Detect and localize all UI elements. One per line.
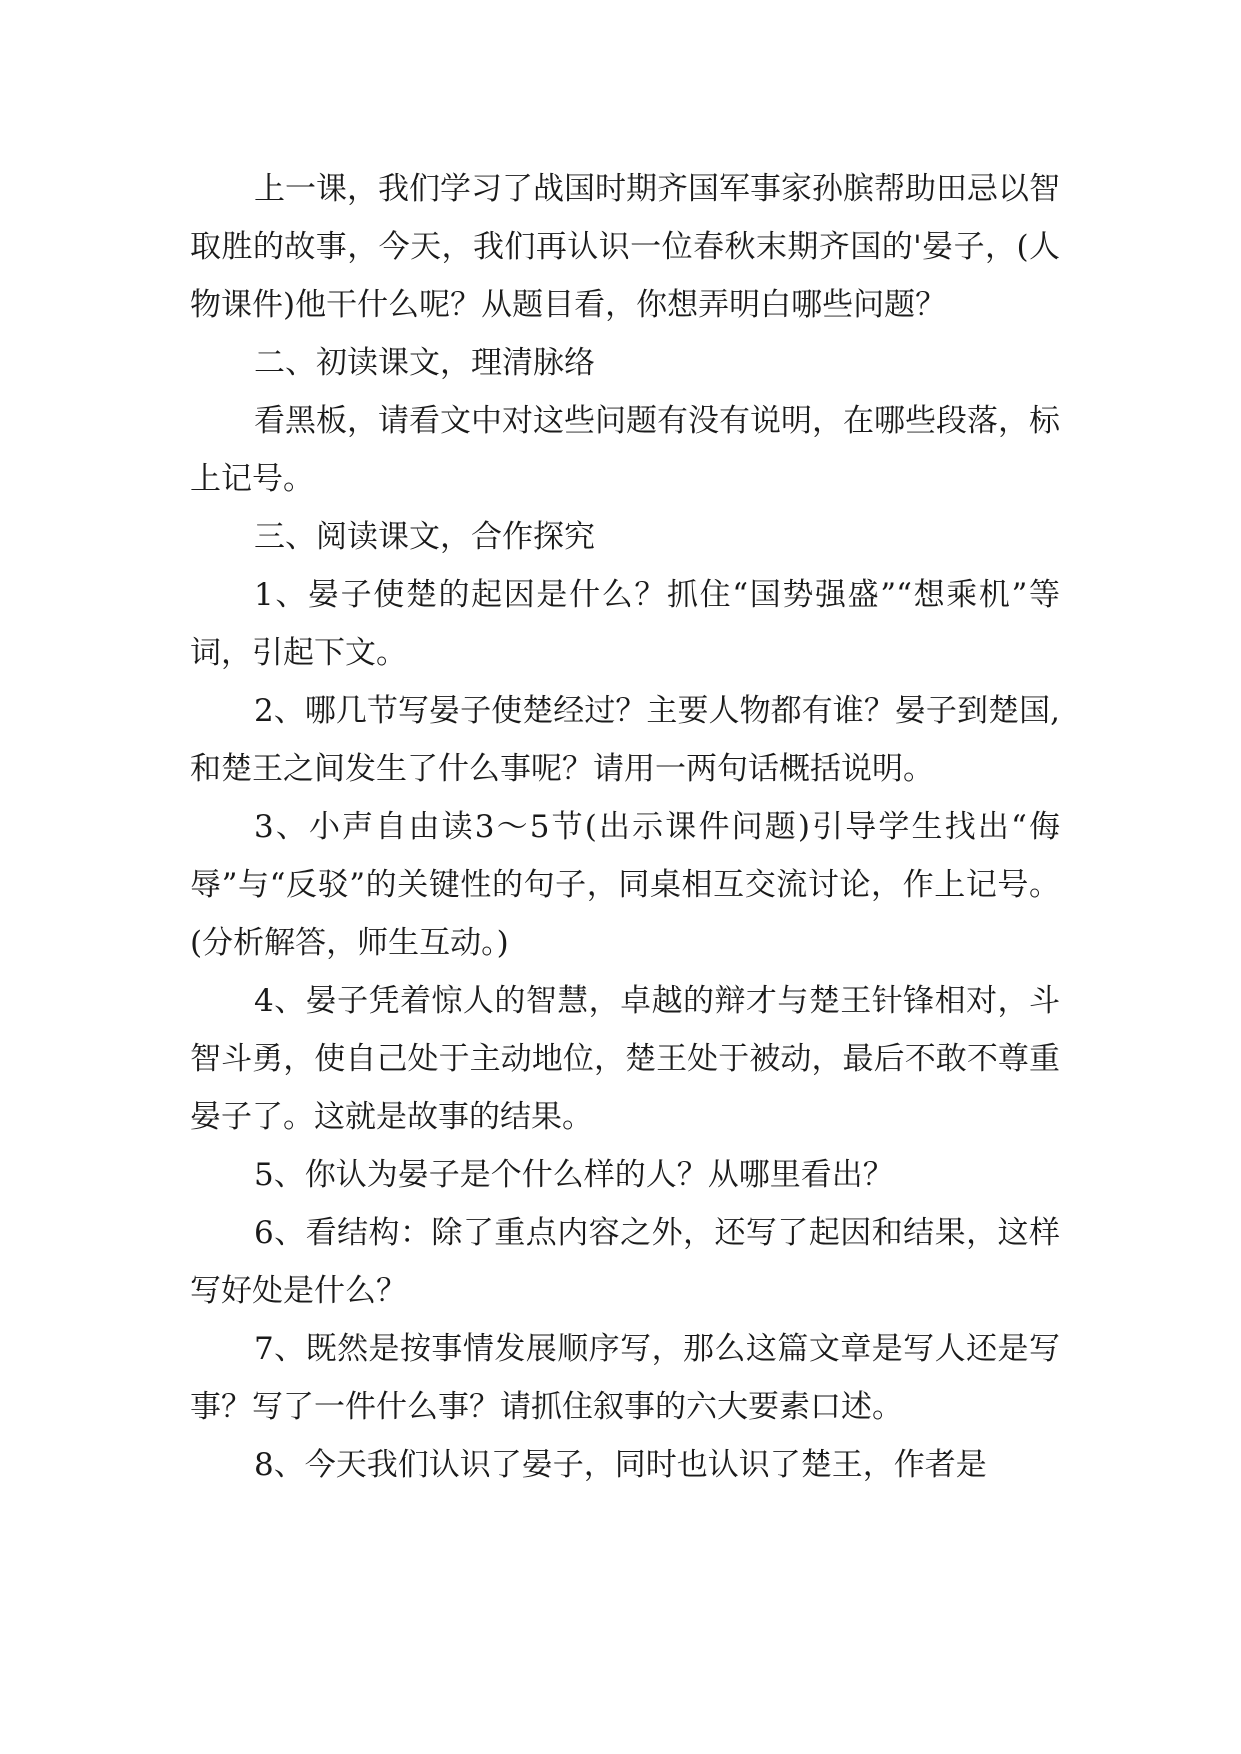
section-heading-3: 三、阅读课文，合作探究 bbox=[254, 519, 595, 555]
list-item-3: 3、小声自由读3～5节(出示课件问题)引导学生找出“侮辱”与“反驳”的关键性的句子，同桌相互交流讨论，作上记号。(分析解答，师生互动。) bbox=[190, 809, 1060, 961]
list-item-4: 4、晏子凭着惊人的智慧，卓越的辩才与楚王针锋相对，斗智斗勇，使自己处于主动地位，楚王处于被动，最后不敢不尊重晏子了。这就是故事的结果。 bbox=[190, 983, 1060, 1135]
paragraph-intro: 上一课，我们学习了战国时期齐国军事家孙膑帮助田忌以智取胜的故事，今天，我们再认识一位春秋末期齐国的'晏子，(人物课件)他干什么呢？从题目看，你想弄明白哪些问题？ bbox=[190, 171, 1060, 323]
paragraph-blackboard: 看黑板，请看文中对这些问题有没有说明，在哪些段落，标上记号。 bbox=[190, 403, 1060, 497]
list-item-7: 7、既然是按事情发展顺序写，那么这篇文章是写人还是写事？写了一件什么事？请抓住叙事的六大要素口述。 bbox=[190, 1331, 1060, 1425]
document-body bbox=[190, 160, 1060, 1494]
list-item-1: 1、晏子使楚的起因是什么？抓住“国势强盛”“想乘机”等词，引起下文。 bbox=[190, 577, 1060, 671]
list-item-6: 6、看结构：除了重点内容之外，还写了起因和结果，这样写好处是什么？ bbox=[190, 1215, 1060, 1309]
list-item-8: 8、今天我们认识了晏子，同时也认识了楚王，作者是 bbox=[254, 1447, 987, 1483]
list-item-2: 2、哪几节写晏子使楚经过？主要人物都有谁？晏子到楚国,和楚王之间发生了什么事呢？请用一两句话概括说明。 bbox=[190, 693, 1060, 787]
section-heading-2: 二、初读课文，理清脉络 bbox=[254, 345, 595, 381]
list-item-5: 5、你认为晏子是个什么样的人？从哪里看出？ bbox=[254, 1157, 894, 1193]
